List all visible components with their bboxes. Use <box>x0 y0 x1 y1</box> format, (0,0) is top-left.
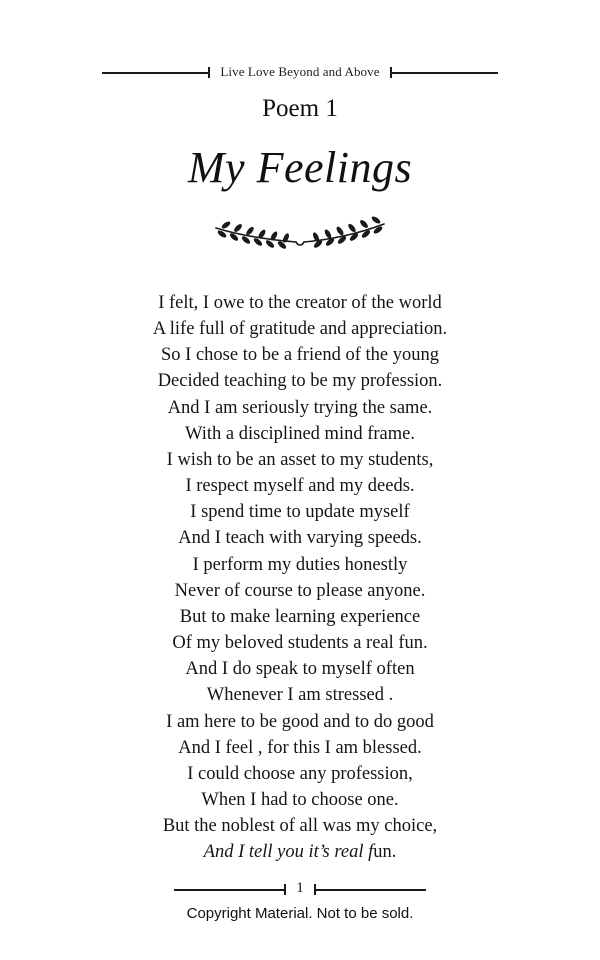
poem-line: And I teach with varying speeds. <box>178 528 422 549</box>
header-rule-right <box>392 72 498 74</box>
poem-line: I am here to be good and to do good <box>166 711 434 732</box>
footer-rule-right <box>316 889 426 891</box>
running-header <box>102 63 498 83</box>
poem-number: Poem 1 <box>262 95 338 122</box>
poem-line: And I feel , for this I am blessed. <box>178 737 422 758</box>
poem-line: But the noblest of all was my choice, <box>162 816 438 837</box>
poem-line: I wish to be an asset to my students, <box>166 449 434 470</box>
poem-line: I felt, I owe to the creator of the world <box>158 293 442 313</box>
poem-line: Never of course to please anyone. <box>174 580 426 601</box>
poem-line: Whenever I am stressed . <box>206 685 394 706</box>
poem-line: So I chose to be a friend of the young <box>161 345 439 366</box>
poem-last-line-roman: un. <box>373 842 397 863</box>
poem-line: I spend time to update myself <box>190 502 410 523</box>
poem-last-line <box>0 839 600 865</box>
poem-line: Decided teaching to be my profession. <box>157 371 443 392</box>
poem-line: And I am seriously trying the same. <box>167 397 433 418</box>
poem-line: When I had to choose one. <box>201 789 399 810</box>
poem-line: I could choose any profession, <box>187 763 413 784</box>
poem-line: And I do speak to myself often <box>185 659 415 680</box>
poem-line: Of my beloved students a real fun. <box>172 633 428 654</box>
poem-last-line-italic: And I tell you it’s real f <box>203 842 374 863</box>
poem-line: A life full of gratitude and appreciation. <box>152 319 448 340</box>
laurel-branch-ornament-icon <box>212 212 388 250</box>
poem-line: With a disciplined mind frame. <box>185 423 415 444</box>
poem-line: I perform my duties honestly <box>192 554 408 575</box>
page-footer-rule <box>174 880 426 900</box>
poem-title: My Feelings <box>187 143 413 192</box>
poem-line: I respect myself and my deeds. <box>185 476 415 497</box>
page-number: 1 <box>296 880 304 896</box>
running-title: Live Love Beyond and Above <box>220 64 380 79</box>
poem-body <box>0 290 600 865</box>
poem-line: But to make learning experience <box>179 606 421 627</box>
copyright-notice: Copyright Material. Not to be sold. <box>186 905 414 922</box>
